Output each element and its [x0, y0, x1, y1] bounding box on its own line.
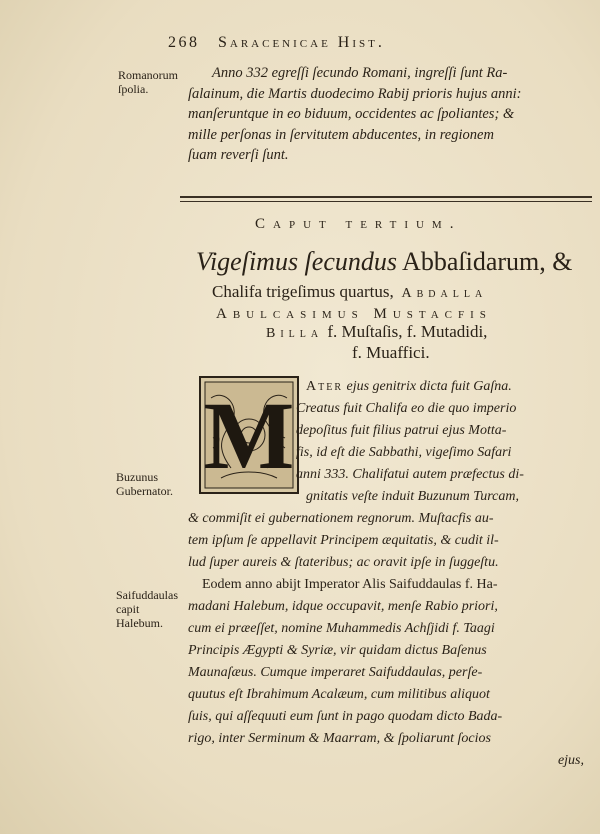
chapter-label: Caput tertium.	[255, 216, 462, 232]
margin-note-romanorum-spolia: Romanorum ſpolia.	[118, 68, 178, 96]
text-line: Ater ejus genitrix dicta fuit Gaſna.	[306, 379, 512, 394]
margin-note-buzunus: Buzunus Gubernator.	[116, 470, 173, 498]
title-roman: Chalifa trigeſimus quartus,	[212, 282, 394, 301]
page-header	[168, 34, 508, 56]
text-line: Maunaſæus. Cumque imperaret Saifuddaulas, perſe-	[188, 665, 483, 680]
chapter-title-line-4	[266, 322, 487, 342]
title-smallcaps: Abdalla	[393, 286, 488, 301]
text-line: cum ei præeſſet, nomine Muhammedis Achſjidi f. Taagi	[188, 621, 495, 636]
section-divider	[180, 196, 592, 202]
text-line: Eodem anno abijt Imperator Alis Saifuddaulas f. Ha-	[202, 577, 498, 592]
text-line: & commiſit ei gubernationem regnorum. Muſtacfis au-	[188, 511, 494, 526]
text-line: quutus eſt Ibrahimum Acalæum, cum militibus aliquot	[188, 687, 490, 702]
text-line: manſeruntque in eo biduum, occidentes ac ſpoliantes; &	[188, 106, 515, 122]
text-line: depoſitus fuit filius patrui ejus Motta-	[296, 423, 507, 438]
text-line: Anno 332 egreſſi ſecundo Romani, ingreſſi ſunt Ra-	[212, 65, 508, 81]
catchword: ejus,	[557, 753, 584, 768]
paragraph-anno-332	[188, 63, 592, 166]
chapter-title-line-5: f. Muaffici.	[352, 343, 430, 362]
page-number: 268	[168, 34, 200, 51]
paragraph-main	[188, 376, 598, 772]
text-line: tem ipſum ſe appellavit Principem æquitatis, & cudit il-	[188, 533, 499, 548]
text-line: ſuis, qui aſſequuti eum ſunt in pago quodam dicto Bada-	[188, 709, 503, 724]
chapter-title-line-1	[196, 246, 592, 278]
margin-note-saifuddaulas: Saifuddaulas capit Halebum.	[116, 588, 178, 630]
title-smallcaps: Billa	[266, 326, 324, 341]
text-line: Principis Ægypti & Syriæ, vir quidam dictus Baſenus	[188, 643, 487, 658]
text-line: mille perſonas in ſervitutem abducentes, in regionem	[188, 126, 494, 143]
title-roman: f. Muſtaſis, f. Mutadidi,	[323, 322, 488, 341]
running-title: Saracenicae Hist.	[218, 34, 385, 51]
text-line: Creatus fuit Chalifa eo die quo imperio	[296, 401, 517, 416]
chapter-title-line-2	[212, 282, 592, 302]
text-line: ſalainum, die Martis duodecimo Rabij prioris hujus anni:	[188, 85, 522, 102]
text-line: gnitatis veſte induit Buzunum Turcam,	[306, 489, 519, 504]
chapter-title-line-3: Abulcasimus Mustacfis	[216, 306, 492, 322]
text-line: lud ſuper aureis & ſtateribus; ac oravit ipſe in ſuggeſtu.	[188, 555, 499, 570]
text-line: fis, id eſt die Sabbathi, vigeſimo Safari	[296, 445, 512, 460]
initial-letter: M	[203, 382, 295, 489]
text-line: madani Halebum, idque occupavit, menſe Rabio priori,	[188, 599, 498, 614]
lead-word: Ater	[306, 379, 343, 394]
text-line: rigo, inter Serminum & Maarram, & ſpoliarunt ſocios	[188, 731, 491, 746]
text-line: anni 333. Chalifatui autem præfectus di-	[296, 467, 524, 482]
title-italic: Vigeſimus ſecundus	[196, 247, 397, 276]
text-line: ſuam reverſi ſunt.	[188, 147, 289, 163]
title-roman: Abbaſidarum, &	[396, 247, 573, 276]
